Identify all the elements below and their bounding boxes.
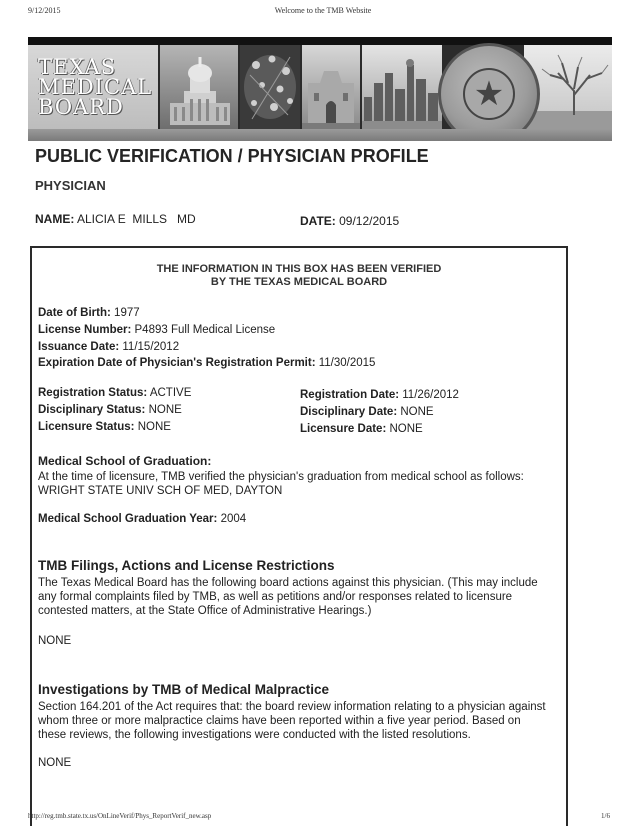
filings-text-line-3: contested matters, at the State Office of Administrative Hearings.) (38, 605, 372, 617)
capitol-photo (160, 45, 238, 129)
expiration-date-value: 11/30/2015 (318, 357, 376, 369)
date-label: DATE: (300, 214, 336, 228)
issuance-date-label: Issuance Date: (38, 341, 120, 353)
tmb-logo (28, 45, 158, 129)
licensure-status-value: NONE (137, 421, 171, 433)
report-date-line (300, 214, 399, 228)
medical-school-text (38, 470, 558, 498)
print-date: 9/12/2015 (28, 6, 61, 15)
disciplinary-status (38, 403, 182, 417)
name-label: NAME: (35, 212, 75, 226)
filings-text (38, 576, 558, 618)
license-number-value: P4893 Full Medical License (134, 324, 276, 336)
issuance-date (38, 340, 179, 354)
disciplinary-date-label: Disciplinary Date: (300, 406, 398, 418)
banner-bottom-strip (28, 129, 612, 141)
licensure-status (38, 420, 171, 434)
registration-status-value: ACTIVE (149, 387, 192, 399)
cactus-photo (240, 45, 300, 129)
medical-school-name: WRIGHT STATE UNIV SCH OF MED, DAYTON (38, 485, 283, 497)
registration-status-label: Registration Status: (38, 387, 148, 399)
issuance-date-value: 11/15/2012 (122, 341, 180, 353)
date-of-birth (38, 306, 140, 320)
graduation-year-value: 2004 (220, 513, 247, 525)
physician-name: ALICIA E MILLS MD (77, 212, 196, 226)
filings-heading: TMB Filings, Actions and License Restrictions (38, 558, 335, 573)
investigations-heading: Investigations by TMB of Medical Malpractice (38, 682, 330, 697)
dallas-skyline-photo (362, 45, 442, 129)
expiration-date (38, 356, 375, 370)
banner-top-strip (28, 37, 612, 45)
disciplinary-status-label: Disciplinary Status: (38, 404, 146, 416)
page-title: PUBLIC VERIFICATION / PHYSICIAN PROFILE (35, 146, 429, 166)
medical-school-text-line-1: At the time of licensure, TMB verified the physician's graduation from medical school as follows: (38, 471, 524, 483)
tmb-logo-text (38, 57, 152, 117)
physician-name-line (35, 212, 196, 226)
alamo-photo (302, 45, 360, 129)
investigations-text-line-3: these reviews, the following investigations were conducted with the listed resolutions. (38, 729, 471, 741)
investigations-text-line-2: whom three or more malpractice claims have been reported within a five year period. Based on (38, 715, 521, 727)
logo-line-2: MEDICAL (38, 75, 153, 99)
verified-info-box (30, 246, 568, 826)
medical-school-heading: Medical School of Graduation: (38, 454, 212, 468)
state-of-texas-seal (438, 43, 540, 141)
expiration-date-label: Expiration Date of Physician's Registration Permit: (38, 357, 316, 369)
graduation-year (38, 512, 246, 526)
dob-label: Date of Birth: (38, 307, 111, 319)
licensure-status-label: Licensure Status: (38, 421, 135, 433)
footer-url: http://reg.tmb.state.tx.us/OnLineVerif/Phys_ReportVerif_new.asp (28, 812, 212, 820)
disciplinary-date (300, 405, 434, 419)
license-number-label: License Number: (38, 324, 132, 336)
filings-text-line-1: The Texas Medical Board has the following board actions against this physician. (This may include (38, 577, 538, 589)
seal-inner-ring (463, 68, 515, 120)
registration-date-value: 11/26/2012 (402, 389, 459, 401)
graduation-year-label: Medical School Graduation Year: (38, 513, 218, 525)
logo-line-3: BOARD (38, 95, 124, 119)
print-header (28, 6, 618, 20)
investigations-text-line-1: Section 164.201 of the Act requires that: the board review information relating to a physician against (38, 701, 546, 713)
logo-line-1: TEXAS (38, 55, 117, 79)
footer-page-number: 1/6 (601, 812, 610, 820)
licensure-date-label: Licensure Date: (300, 423, 387, 435)
registration-date (300, 388, 459, 402)
report-date: 09/12/2015 (339, 214, 400, 228)
dob-value: 1977 (114, 307, 140, 319)
filings-value: NONE (38, 635, 72, 647)
seal-star-icon: ★ (473, 75, 505, 113)
tmb-banner (28, 37, 612, 141)
filings-text-line-2: any formal complaints filed by TMB, as well as petitions and/or responses related to licensure (38, 591, 513, 603)
investigations-value: NONE (38, 757, 72, 769)
registration-date-label: Registration Date: (300, 389, 400, 401)
verified-box-title (32, 263, 566, 289)
verified-title-line-1: THE INFORMATION IN THIS BOX HAS BEEN VERIFIED (156, 263, 442, 275)
disciplinary-date-value: NONE (400, 406, 434, 418)
physician-section-label: PHYSICIAN (35, 178, 106, 193)
disciplinary-status-value: NONE (148, 404, 182, 416)
license-number (38, 323, 275, 337)
print-title: Welcome to the TMB Website (274, 6, 372, 15)
investigations-text (38, 700, 558, 742)
registration-status (38, 386, 191, 400)
licensure-date-value: NONE (389, 423, 423, 435)
verified-title-line-2: BY THE TEXAS MEDICAL BOARD (210, 276, 388, 288)
licensure-date (300, 422, 423, 436)
